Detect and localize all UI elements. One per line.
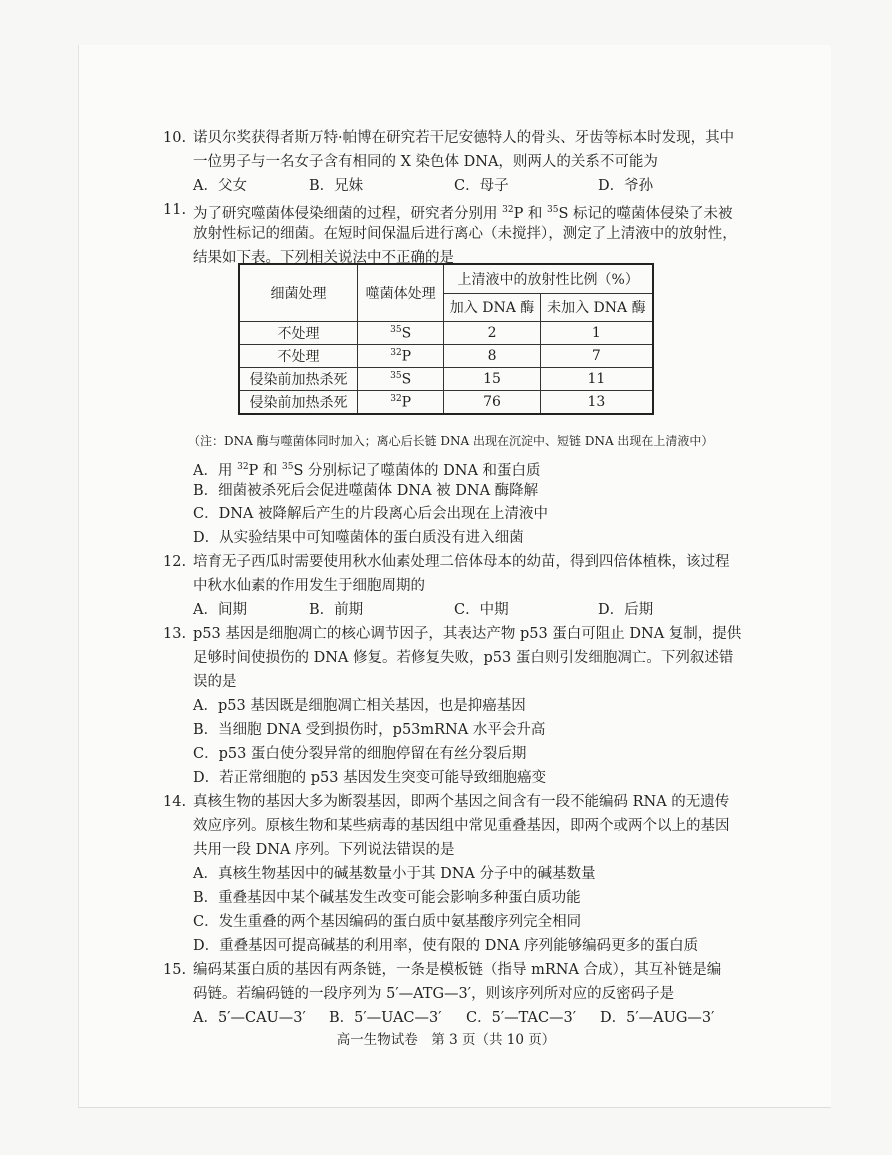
option-b: B．重叠基因中某个碱基发生改变可能会影响多种蛋白质功能 [193, 890, 581, 906]
option-a: A．p53 基因既是细胞凋亡相关基因，也是抑癌基因 [193, 698, 526, 714]
option-d: D．爷孙 [598, 178, 654, 194]
table-header: 噬菌体处理 [357, 264, 443, 322]
option-c: C．中期 [454, 602, 509, 618]
table-row [239, 368, 653, 391]
table-cell: 11 [540, 368, 653, 391]
question-text: 结果如下表。下列相关说法中不正确的是 [193, 250, 454, 266]
table-cell: $^{32}$P [357, 345, 443, 368]
option-c: C．发生重叠的两个基因编码的蛋白质中氨基酸序列完全相同 [193, 914, 582, 930]
question-text: 培育无子西瓜时需要使用秋水仙素处理二倍体母本的幼苗，得到四倍体植株，该过程 [193, 554, 730, 570]
table-header: 加入 DNA 酶 [444, 293, 540, 322]
table-cell: 侵染前加热杀死 [239, 368, 357, 391]
option-a: A．5′—CAU—3′ [193, 1010, 306, 1026]
table-row [239, 345, 653, 368]
question-number: 12. [163, 554, 187, 570]
table-header: 细菌处理 [239, 264, 357, 322]
option-c: C．p53 蛋白使分裂异常的细胞停留在有丝分裂后期 [193, 746, 527, 762]
page-footer: 高一生物试卷 第 3 页（共 10 页） [336, 1032, 556, 1048]
question-text: 放射性标记的细菌。在短时间保温后进行离心（未搅拌），测定了上清液中的放射性， [193, 226, 737, 242]
table-header: 上清液中的放射性比例（%） [444, 264, 653, 293]
table-cell: 8 [444, 345, 540, 368]
table-cell: 2 [444, 322, 540, 345]
table-cell: 侵染前加热杀死 [239, 391, 357, 415]
question-text: 编码某蛋白质的基因有两条链，一条是模板链（指导 mRNA 合成），其互补链是编 [193, 962, 722, 978]
option-d: D．5′—AUG—3′ [600, 1010, 715, 1026]
table-cell: 13 [540, 391, 653, 415]
question-text: 一位男子与一名女子含有相同的 X 染色体 DNA，则两人的关系不可能为 [193, 154, 658, 170]
option-c: C．DNA 被降解后产生的片段离心后会出现在上清液中 [193, 506, 548, 522]
question-number: 13. [163, 626, 187, 642]
table-note: （注：DNA 酶与噬菌体同时加入；离心后长链 DNA 出现在沉淀中、短链 DNA 出现在上清液中） [188, 434, 714, 448]
question-number: 14. [163, 794, 187, 810]
option-b: B．兄妹 [309, 178, 364, 194]
question-number: 11. [163, 202, 187, 218]
question-text: 为了研究噬菌体侵染细菌的过程，研究者分别用 $^{32}$P 和 $^{35}$S 标记的噬菌体侵染了未被 [193, 205, 733, 222]
option-b: B．当细胞 DNA 受到损伤时，p53mRNA 水平会升高 [193, 722, 546, 738]
question-number: 15. [163, 962, 187, 978]
option-d: D．从实验结果中可知噬菌体的蛋白质没有进入细菌 [193, 530, 524, 546]
question-text: p53 基因是细胞凋亡的核心调节因子，其表达产物 p53 蛋白可阻止 DNA 复制，提供 [193, 626, 742, 642]
question-text: 真核生物的基因大多为断裂基因，即两个基因之间含有一段不能编码 RNA 的无遗传 [193, 794, 730, 810]
table-cell: 1 [540, 322, 653, 345]
question-text: 码链。若编码链的一段序列为 5′—ATG—3′，则该序列所对应的反密码子是 [193, 986, 675, 1002]
option-d: D．重叠基因可提高碱基的利用率，使有限的 DNA 序列能够编码更多的蛋白质 [193, 938, 699, 954]
option-c: C．母子 [454, 178, 509, 194]
table-cell: 不处理 [239, 345, 357, 368]
question-text: 中秋水仙素的作用发生于细胞周期的 [193, 578, 425, 594]
option-a: A．真核生物基因中的碱基数量小于其 DNA 分子中的碱基数量 [193, 866, 596, 882]
question-text: 诺贝尔奖获得者斯万特·帕博在研究若干尼安德特人的骨头、牙齿等标本时发现，其中 [193, 130, 735, 146]
option-a: A．父女 [193, 178, 247, 194]
table-row [239, 391, 653, 415]
table-header: 未加入 DNA 酶 [540, 293, 653, 322]
table-row [239, 322, 653, 345]
question-text: 共用一段 DNA 序列。下列说法错误的是 [193, 842, 455, 858]
table-cell: 7 [540, 345, 653, 368]
results-table [238, 263, 654, 415]
option-d: D．若正常细胞的 p53 基因发生突变可能导致细胞癌变 [193, 770, 547, 786]
option-c: C．5′—TAC—3′ [466, 1010, 577, 1026]
table-cell: $^{35}$S [357, 322, 443, 345]
question-text: 足够时间使损伤的 DNA 修复。若修复失败，p53 蛋白则引发细胞凋亡。下列叙述错 [193, 650, 734, 666]
option-b: B．前期 [309, 602, 364, 618]
option-a: A．间期 [193, 602, 247, 618]
table-cell: 不处理 [239, 322, 357, 345]
table-cell: $^{35}$S [357, 368, 443, 391]
question-text: 误的是 [193, 674, 237, 690]
table-cell: 76 [444, 391, 540, 415]
option-b: B．细菌被杀死后会促进噬菌体 DNA 被 DNA 酶降解 [193, 483, 539, 499]
option-b: B．5′—UAC—3′ [329, 1010, 442, 1026]
table-cell: $^{32}$P [357, 391, 443, 415]
table-cell: 15 [444, 368, 540, 391]
question-text: 效应序列。原核生物和某些病毒的基因组中常见重叠基因，即两个或两个以上的基因 [193, 818, 730, 834]
option-d: D．后期 [598, 602, 654, 618]
option-a: A．用 $^{32}$P 和 $^{35}$S 分别标记了噬菌体的 DNA 和蛋白质 [193, 462, 541, 479]
question-number: 10. [163, 130, 187, 146]
